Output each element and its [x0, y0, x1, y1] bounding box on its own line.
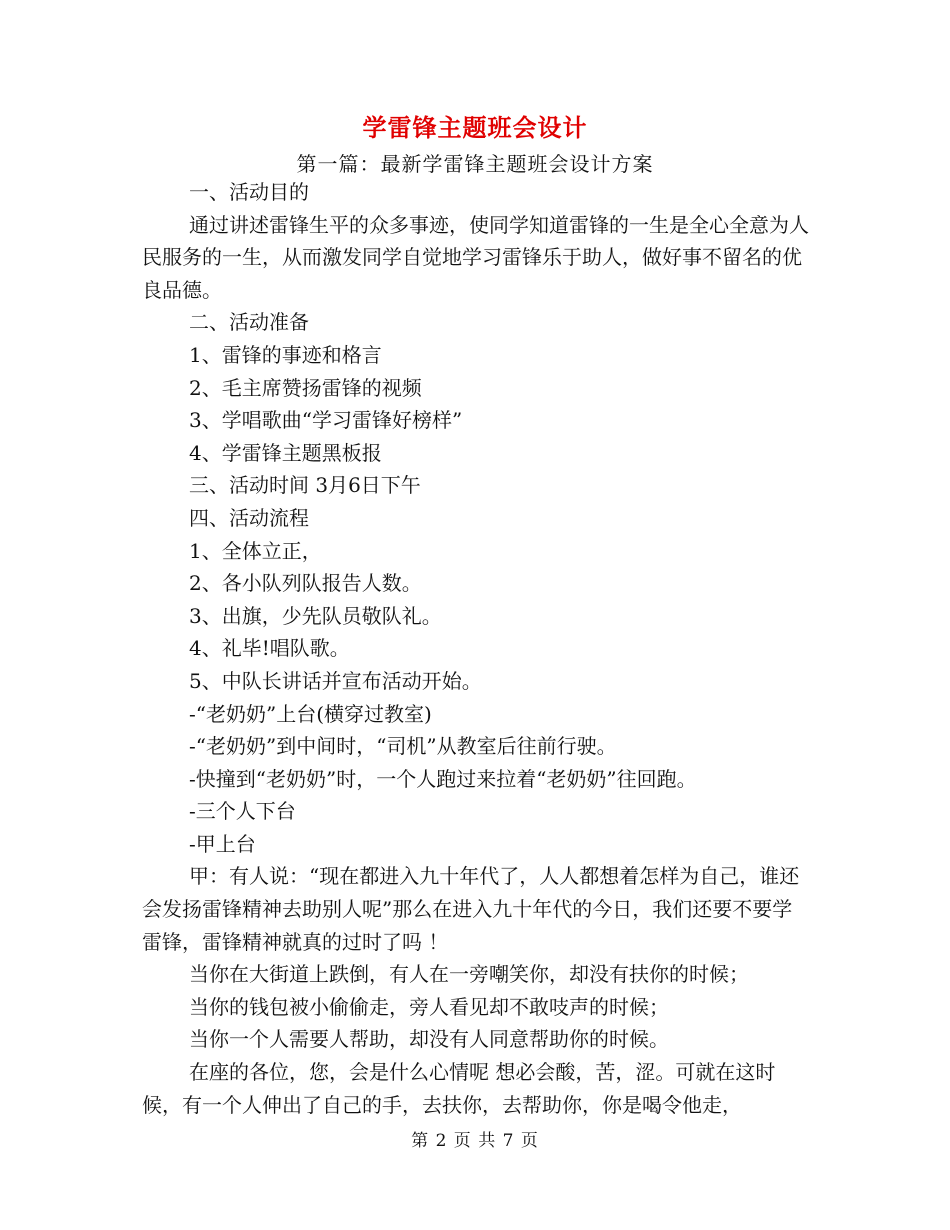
list-item: 4、礼毕!唱队歌。 [189, 636, 350, 661]
list-item: 5、中队长讲话并宣布活动开始。 [189, 668, 482, 693]
document-subtitle: 第一篇：最新学雷锋主题班会设计方案 [296, 152, 654, 176]
paragraph-line: 当你在大街道上跌倒，有人在一旁嘲笑你，却没有扶你的时候； [189, 962, 749, 987]
list-item: 1、全体立正， [189, 538, 322, 563]
list-item: 3、出旗，少先队员敬队礼。 [189, 603, 442, 628]
section-heading-time: 三、活动时间 3月6日下午 [189, 473, 421, 498]
stage-direction: -三个人下台 [189, 799, 296, 824]
stage-direction: -甲上台 [189, 831, 256, 856]
list-item: 2、各小队列队报告人数。 [189, 571, 422, 596]
paragraph-dialogue: 甲：有人说：“现在都进入九十年代了，人人都想着怎样为自己，谁还会发扬雷锋精神去助别人呢”那么在进入九十年代的今日，我们还要不要学雷锋，雷锋精神就真的过时了吗 ！ [142, 864, 800, 954]
paragraph-line: 当你一个人需要人帮助，却没有人同意帮助你的时候。 [189, 1027, 669, 1052]
section-heading-preparation: 二、活动准备 [189, 310, 309, 335]
section-heading-purpose: 一、活动目的 [189, 180, 309, 204]
document-title: 学雷锋主题班会设计 [362, 114, 588, 142]
paragraph-purpose: 通过讲述雷锋生平的众多事迹，使同学知道雷锋的一生是全心全意为人民服务的一生，从而激发同学自觉地学习雷锋乐于助人，做好事不留名的优良品德。 [142, 212, 809, 302]
page-footer: 第 2 页 共 7 页 [411, 1131, 539, 1151]
list-item: 4、学雷锋主题黑板报 [189, 440, 382, 465]
list-item: 1、雷锋的事迹和格言 [189, 342, 382, 367]
stage-direction: -快撞到“老奶奶”时，一个人跑过来拉着“老奶奶”往回跑。 [189, 766, 697, 791]
list-item: 2、毛主席赞扬雷锋的视频 [189, 375, 422, 400]
paragraph-closing: 在座的各位，您，会是什么心情呢 想必会酸，苦，涩。可就在这时候，有一个人伸出了自己的手，去扶你，去帮助你，你是喝令他走， [142, 1060, 776, 1117]
list-item: 3、学唱歌曲“学习雷锋好榜样” [189, 408, 463, 433]
paragraph-line: 当你的钱包被小偷偷走，旁人看见却不敢吱声的时候； [189, 994, 669, 1019]
stage-direction: -“老奶奶”上台(横穿过教室) [189, 701, 432, 726]
stage-direction: -“老奶奶”到中间时，“司机”从教室后往前行驶。 [189, 734, 617, 759]
document-body [142, 176, 810, 1121]
section-heading-process: 四、活动流程 [189, 505, 309, 530]
